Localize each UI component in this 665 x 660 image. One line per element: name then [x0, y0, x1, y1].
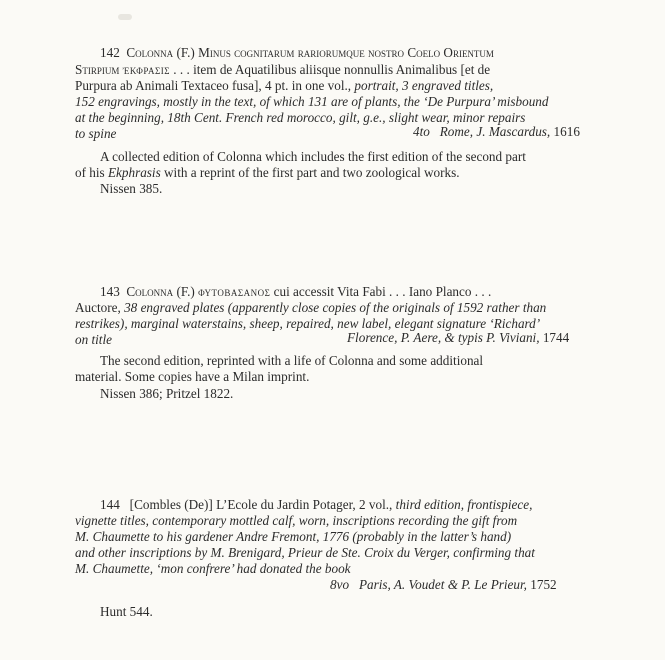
- title-greek: φυτοβασανος: [198, 284, 271, 299]
- entry-title-line-1: [100, 45, 494, 61]
- entry-desc-line-2: Auctore, 38 engraved plates (apparently close copies of the originals of 1592 rather than: [75, 300, 547, 315]
- entry-title-line-2: Stirpium ἐκφρασις . . . item de Aquatilibus aliisque nonnullis Animalibus [et de: [75, 62, 491, 77]
- note-line-1: The second edition, reprinted with a life of Colonna and some additional: [100, 353, 484, 368]
- imprint-line: [413, 124, 580, 140]
- year: 1616: [553, 124, 580, 139]
- title-part: cui accessit Vita Fabi . . . Iano Planco . . .: [273, 284, 492, 299]
- lot-number: 144: [100, 497, 120, 512]
- author: [Combles (De)]: [129, 497, 213, 512]
- note-line-2: material. Some copies have a Milan imprint.: [75, 369, 310, 384]
- imprint: Rome, J. Mascardus,: [439, 124, 551, 139]
- title-part: Minus cognitarum rariorumque nostro Coelo Orientum: [198, 45, 494, 60]
- imprint-line: [347, 330, 569, 346]
- entry-title-line-1: [100, 284, 491, 300]
- note-line-2: of his Ekphrasis with a reprint of the first part and two zoological works.: [75, 165, 460, 180]
- entry-desc-line-3: Purpura ab Animali Textaceo fusa], 4 pt. in one vol., portrait, 3 engraved titles,: [75, 78, 494, 93]
- entry-desc-line-3: restrikes), marginal waterstains, sheep, repaired, new label, elegant signature ‘Richard’: [75, 316, 541, 331]
- format: 4to: [413, 124, 430, 139]
- year: 1752: [530, 577, 557, 592]
- lot-number: 143: [100, 284, 120, 299]
- note-line-1: A collected edition of Colonna which includes the first edition of the second part: [100, 149, 526, 164]
- entry-desc-line-5: at the beginning, 18th Cent. French red morocco, gilt, g.e., slight wear, minor repairs: [75, 110, 526, 125]
- entry-desc-line-6: to spine: [75, 126, 117, 141]
- entry-desc-line-2: vignette titles, contemporary mottled calf, worn, inscriptions recording the gift from: [75, 513, 518, 528]
- entry-desc-line-4: on title: [75, 332, 112, 347]
- reference: Nissen 386; Pritzel 1822.: [100, 386, 234, 401]
- reference: Nissen 385.: [100, 181, 163, 196]
- paper-blemish: [118, 14, 132, 20]
- imprint: Florence, P. Aere, & typis P. Viviani,: [347, 330, 540, 345]
- entry-desc-line-3: M. Chaumette to his gardener Andre Fremont, 1776 (probably in the latter’s hand): [75, 529, 512, 544]
- entry-desc-line-5: M. Chaumette, ‘mon confrere’ had donated the book: [75, 561, 351, 576]
- entry-title-line-1: 144 [Combles (De)] L’Ecole du Jardin Potager, 2 vol., third edition, frontispiece,: [100, 497, 533, 512]
- reference: Hunt 544.: [100, 604, 153, 619]
- format: 8vo: [330, 577, 350, 592]
- title-part: L’Ecole du Jardin Potager, 2 vol.,: [216, 497, 393, 512]
- year: 1744: [542, 330, 570, 345]
- entry-desc-line-4: 152 engravings, mostly in the text, of which 131 are of plants, the ‘De Purpura’ misbound: [75, 94, 549, 109]
- lot-number: 142: [100, 45, 120, 60]
- author: Colonna (F.): [126, 45, 195, 60]
- imprint: Paris, A. Voudet & P. Le Prieur,: [358, 577, 527, 592]
- author: Colonna (F.): [126, 284, 195, 299]
- entry-desc-line-4: and other inscriptions by M. Brenigard, Prieur de Ste. Croix du Verger, confirming that: [75, 545, 535, 560]
- imprint-line: [330, 577, 557, 593]
